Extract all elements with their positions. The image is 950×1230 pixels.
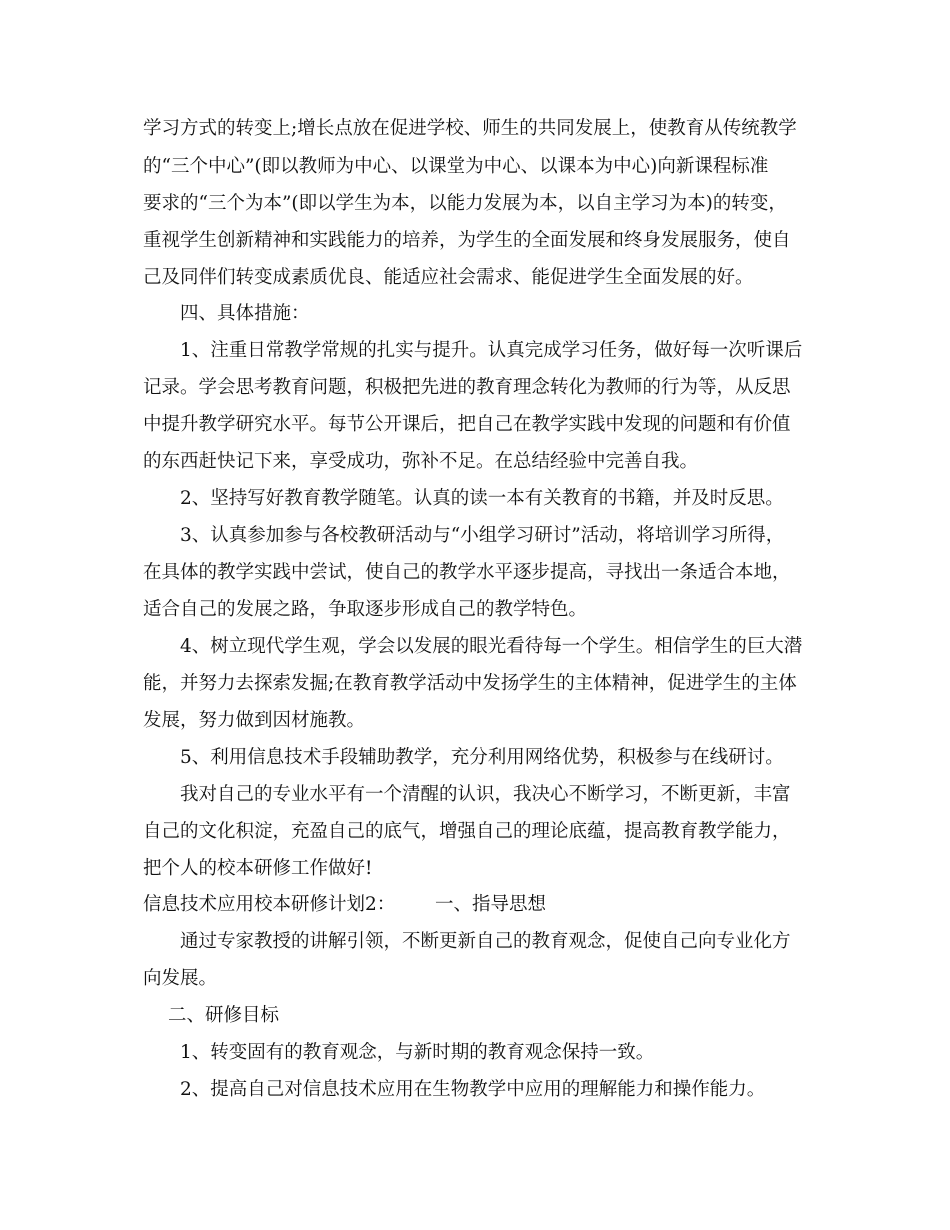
section-heading: 一、指导思想: [435, 894, 547, 915]
section-heading: 四、具体措施：: [180, 303, 310, 324]
text-line: 的东西赶快记下来，享受成功，弥补不足。在总结经验中完善自我。: [143, 451, 699, 472]
text-line: 能，并努力去探索发掘;在教育教学活动中发扬学生的主体精神，促进学生的主体: [143, 673, 797, 694]
text-line: 发展，努力做到因材施教。: [143, 710, 366, 731]
text-line: 我对自己的专业水平有一个清醒的认识，我决心不断学习，不断更新，丰富: [180, 784, 791, 805]
text-line: 1、注重日常教学常规的扎实与提升。认真完成学习任务，做好每一次听课后: [180, 340, 803, 361]
text-line: 1、转变固有的教育观念，与新时期的教育观念保持一致。: [180, 1042, 655, 1063]
text-line: 重视学生创新精神和实践能力的培养，为学生的全面发展和终身发展服务，使自: [143, 230, 791, 251]
text-line: 适合自己的发展之路，争取逐步形成自己的教学特色。: [143, 599, 588, 620]
text-line: 的“三个中心”(即以教师为中心、以课堂为中心、以课本为中心)向新课程标准: [143, 156, 769, 177]
text-line: 通过专家教授的讲解引领，不断更新自己的教育观念，促使自己向专业化方: [180, 931, 791, 952]
text-line: 5、利用信息技术手段辅助教学，充分利用网络优势，积极参与在线研讨。: [180, 747, 784, 768]
text-line: 2、提高自己对信息技术应用在生物教学中应用的理解能力和操作能力。: [180, 1079, 766, 1100]
text-line: 中提升教学研究水平。每节公开课后，把自己在教学实践中发现的问题和有价值: [143, 414, 791, 435]
text-line: 3、认真参加参与各校教研活动与“小组学习研讨”活动，将培训学习所得，: [180, 525, 785, 546]
text-line: 己及同伴们转变成素质优良、能适应社会需求、能促进学生全面发展的好。: [143, 267, 754, 288]
text-line: 向发展。: [143, 968, 218, 989]
text-line: 学习方式的转变上;增长点放在促进学校、师生的共同发展上，使教育从传统教学: [143, 118, 797, 139]
text-line: 把个人的校本研修工作做好!: [143, 858, 373, 879]
text-line: 2、坚持写好教育教学随笔。认真的读一本有关教育的书籍，并及时反思。: [180, 488, 784, 509]
text-line: 自己的文化积淀，充盈自己的底气，增强自己的理论底蕴，提高教育教学能力，: [143, 821, 791, 842]
text-line: 要求的“三个为本”(即以学生为本，以能力发展为本，以自主学习为本)的转变，: [143, 193, 787, 214]
text-line: 记录。学会思考教育问题，积极把先进的教育理念转化为教师的行为等，从反思: [143, 377, 791, 398]
plan-title: 信息技术应用校本研修计划2：: [143, 894, 396, 915]
text-line: 4、树立现代学生观，学会以发展的眼光看待每一个学生。相信学生的巨大潜: [180, 636, 803, 657]
section-heading: 二、研修目标: [168, 1005, 280, 1026]
text-line: 在具体的教学实践中尝试，使自己的教学水平逐步提高，寻找出一条适合本地，: [143, 562, 791, 583]
